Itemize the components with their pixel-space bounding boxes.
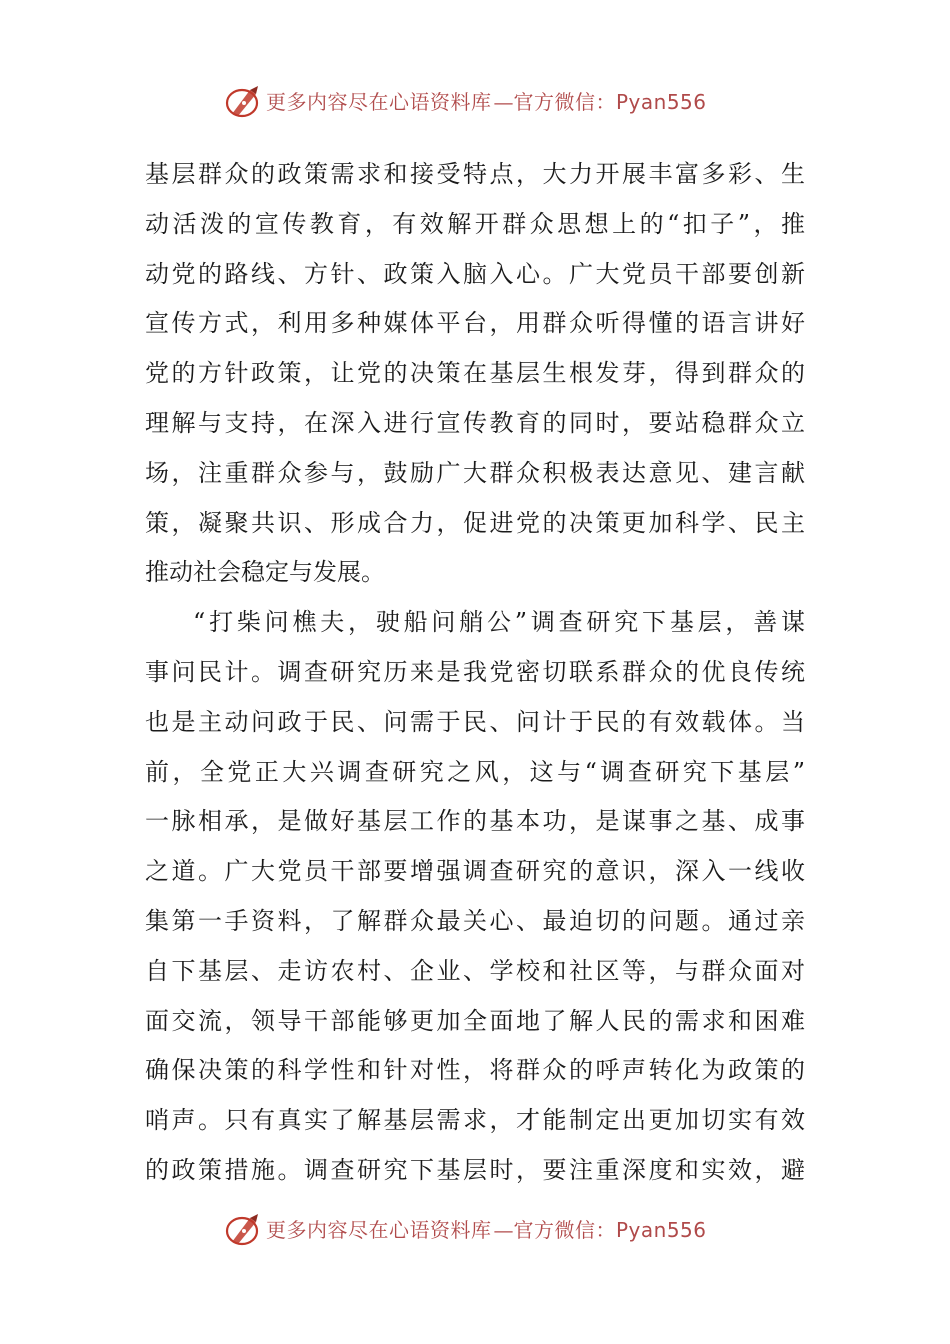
body-line: 事问民计。调查研究历来是我党密切联系群众的优良传统: [145, 657, 805, 686]
footer-banner: [0, 1210, 950, 1250]
header-banner: [0, 82, 950, 122]
body-line: 一脉相承，是做好基层工作的基本功，是谋事之基、成事: [145, 807, 805, 836]
header-main-text: 更多内容尽在心语资料库: [266, 90, 492, 114]
body-line: 策，凝聚共识、形成合力，促进党的决策更加科学、民主: [145, 508, 805, 537]
body-line: 基层群众的政策需求和接受特点，大力开展丰富多彩、生: [145, 160, 805, 188]
footer-text: [266, 1216, 707, 1244]
pen-nib-logo-icon: [224, 1212, 264, 1248]
body-line: 确保决策的科学性和针对性，将群众的呼声转化为政策的: [145, 1056, 805, 1085]
body-line: 之道。广大党员干部要增强调查研究的意识，深入一线收: [145, 857, 805, 886]
header-wechat-id: Pyan556: [616, 90, 707, 114]
header-official-text: 官方微信：: [513, 90, 616, 114]
body-line: “打柴问樵夫，驶船问艄公”调查研究下基层，善谋: [193, 608, 805, 637]
body-line: 的政策措施。调查研究下基层时，要注重深度和实效，避: [145, 1155, 805, 1184]
footer-dash: —: [493, 1218, 512, 1242]
body-line: 前，全党正大兴调查研究之风，这与“调查研究下基层”: [145, 757, 805, 786]
body-line: 集第一手资料，了解群众最关心、最迫切的问题。通过亲: [145, 906, 805, 935]
footer-wechat-id: Pyan556: [616, 1218, 707, 1242]
footer-main-text: 更多内容尽在心语资料库: [266, 1218, 492, 1242]
pen-nib-logo-icon: [224, 84, 264, 120]
body-line: 自下基层、走访农村、企业、学校和社区等，与群众面对: [145, 956, 805, 985]
footer-official-text: 官方微信：: [513, 1218, 616, 1242]
body-line: 动党的路线、方针、政策入脑入心。广大党员干部要创新: [145, 259, 805, 288]
body-line: 党的方针政策，让党的决策在基层生根发芽，得到群众的: [145, 359, 805, 388]
body-line: 动活泼的宣传教育，有效解开群众思想上的“扣子”，推: [145, 209, 805, 238]
header-dash: —: [493, 90, 512, 114]
header-text: [266, 88, 707, 116]
body-line: 宣传方式，利用多种媒体平台，用群众听得懂的语言讲好: [145, 309, 805, 338]
body-line: 推动社会稳定与发展。: [145, 558, 385, 587]
document-body: [145, 150, 805, 1196]
body-line: 面交流，领导干部能够更加全面地了解人民的需求和困难: [145, 1006, 805, 1035]
body-line: 哨声。只有真实了解基层需求，才能制定出更加切实有效: [145, 1106, 805, 1135]
body-line: 场，注重群众参与，鼓励广大群众积极表达意见、建言献: [145, 458, 805, 487]
body-line: 也是主动问政于民、问需于民、问计于民的有效载体。当: [145, 707, 805, 736]
body-line: 理解与支持，在深入进行宣传教育的同时，要站稳群众立: [145, 408, 805, 437]
